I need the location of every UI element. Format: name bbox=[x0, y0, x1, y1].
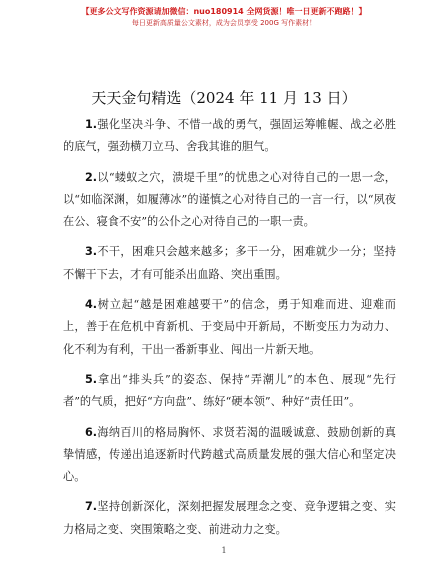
header-banner bbox=[0, 6, 448, 29]
paragraph-number: 2. bbox=[85, 170, 98, 184]
banner-line-1: 【更多公文写作资源请加微信：nuo180914 全网货源！唯一日更新不跑路！】 bbox=[81, 7, 367, 16]
paragraph-number: 7. bbox=[85, 500, 98, 514]
paragraph-6 bbox=[63, 422, 396, 489]
paragraph-number: 6. bbox=[85, 425, 98, 439]
paragraph-text: 不干，困难只会越来越多；多干一分，困难就少一分；坚持不懈干下去，才有可能杀出血路、突出重围。 bbox=[63, 245, 396, 281]
paragraph-number: 4. bbox=[85, 298, 98, 312]
document-body bbox=[63, 114, 396, 549]
paragraph-1 bbox=[63, 114, 396, 159]
paragraph-2 bbox=[63, 167, 396, 234]
paragraph-text: 拿出“排头兵”的姿态、保持“弄潮儿”的本色、展现“先行者”的气质，把好“方向盘”、练好“硬本领”、种好“责任田”。 bbox=[63, 372, 396, 409]
paragraph-text: 强化坚决斗争、不惜一战的勇气，强固运筹帷幄、战之必胜的底气，强劲横刀立马、舍我其谁的胆气。 bbox=[63, 118, 396, 154]
paragraph-4 bbox=[63, 294, 396, 361]
paragraph-number: 3. bbox=[85, 245, 98, 259]
banner-line-2: 每日更新高质量公文素材，成为会员享受 200G 写作素材！ bbox=[131, 19, 317, 27]
paragraph-text: 坚持创新深化，深刻把握发展理念之变、竞争逻辑之变、实力格局之变、突围策略之变、前进动力之变。 bbox=[63, 500, 396, 536]
paragraph-text: 以“蝼蚁之穴，溃堤千里”的忧患之心对待自己的一思一念，以“如临深渊，如履薄冰”的谨慎之心对待自己的一言一行，以“夙夜在公、寝食不安”的公仆之心对待自己的一职一责。 bbox=[63, 170, 396, 229]
paragraph-7 bbox=[63, 496, 396, 541]
page-number: 1 bbox=[221, 546, 227, 555]
paragraph-5 bbox=[63, 369, 396, 414]
paragraph-text: 海纳百川的格局胸怀、求贤若渴的温暖诚意、鼓励创新的真挚情感，传递出追逐新时代跨越式高质量发展的强大信心和坚定决心。 bbox=[63, 425, 396, 484]
paragraph-3 bbox=[63, 241, 396, 286]
paragraph-number: 5. bbox=[85, 372, 98, 386]
paragraph-text: 树立起“越是困难越要干”的信念，勇于知难而进、迎难而上，善于在危机中育新机、于变局中开新局，不断变压力为动力、化不利为有利，干出一番新事业、闯出一片新天地。 bbox=[63, 298, 396, 356]
paragraph-number: 1. bbox=[85, 118, 98, 131]
page-title: 天天金句精选（2024 年 11 月 13 日） bbox=[91, 89, 357, 107]
